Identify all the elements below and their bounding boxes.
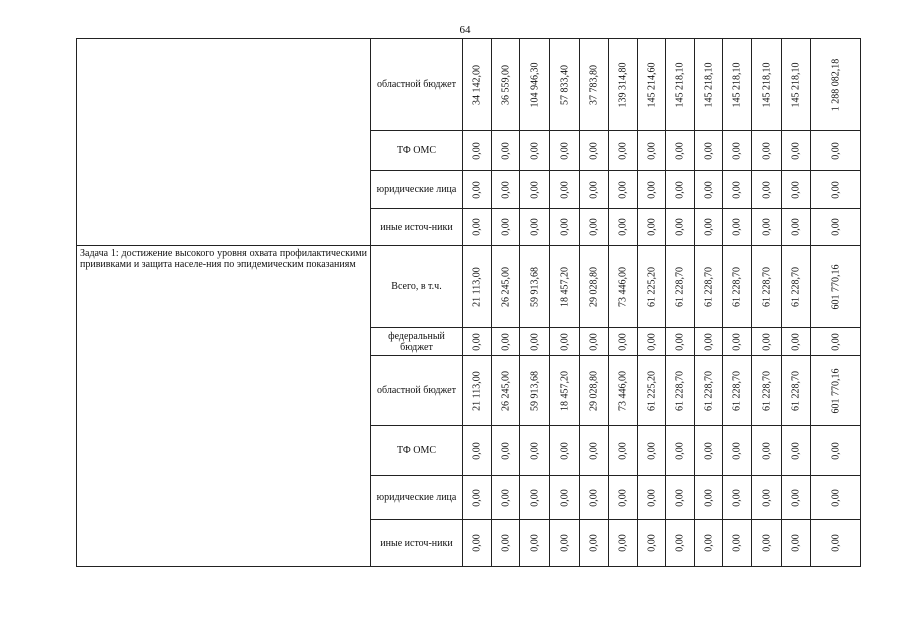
value-cell: [638, 39, 666, 131]
value-cell: [463, 209, 492, 246]
value-cell: [752, 426, 782, 476]
value-cell: [580, 246, 609, 328]
value-text: 0,00: [761, 218, 772, 236]
value-cell: [520, 209, 550, 246]
value-cell: [752, 39, 782, 131]
value-cell: [695, 328, 723, 356]
value-text: 0,00: [617, 534, 629, 552]
value-text: 1 288 082,18: [830, 58, 841, 111]
value-text: 0,00: [731, 332, 743, 351]
value-cell: [492, 209, 520, 246]
value-cell: [638, 520, 666, 567]
value-cell: [463, 426, 492, 476]
value-text: 0,00: [529, 218, 540, 236]
value-text: 0,00: [588, 488, 600, 507]
value-cell: [609, 131, 638, 171]
value-text: 0,00: [588, 180, 600, 199]
value-cell: [492, 328, 520, 356]
value-cell: [520, 131, 550, 171]
value-cell: [752, 328, 782, 356]
value-cell: [782, 209, 811, 246]
value-cell: [609, 246, 638, 328]
value-cell: [520, 426, 550, 476]
value-cell: [580, 520, 609, 567]
value-cell: [580, 476, 609, 520]
value-cell: [811, 426, 861, 476]
value-cell: [492, 426, 520, 476]
value-cell: [463, 246, 492, 328]
value-cell: [811, 356, 861, 426]
value-cell: [666, 426, 695, 476]
value-text: 18 457,20: [559, 266, 570, 307]
value-text: 0,00: [674, 141, 686, 160]
value-cell: [520, 328, 550, 356]
value-cell: [723, 131, 752, 171]
value-text: 0,00: [471, 218, 483, 236]
value-cell: [492, 131, 520, 171]
value-cell: [723, 520, 752, 567]
task-description: Задача 1: достижение высокого уровня охвата профилактическими прививками и защита населе-ния по эпидемическим показаниям: [77, 246, 371, 567]
value-cell: [492, 246, 520, 328]
value-cell: [609, 209, 638, 246]
value-cell: [666, 356, 695, 426]
value-text: 0,00: [703, 488, 714, 507]
value-text: 0,00: [559, 488, 570, 507]
value-text: 18 457,20: [559, 370, 570, 411]
value-cell: [580, 356, 609, 426]
value-cell: [752, 171, 782, 209]
value-text: 0,00: [830, 180, 841, 199]
value-text: 0,00: [731, 488, 743, 507]
value-text: 0,00: [529, 141, 540, 160]
value-text: 0,00: [559, 332, 570, 351]
value-text: 61 228,70: [761, 370, 772, 411]
value-cell: [638, 209, 666, 246]
value-cell: [550, 246, 580, 328]
value-cell: [638, 426, 666, 476]
value-cell: [550, 131, 580, 171]
task-description: [77, 39, 371, 246]
value-cell: [609, 171, 638, 209]
value-cell: [695, 209, 723, 246]
value-text: 0,00: [674, 534, 686, 552]
value-cell: [666, 171, 695, 209]
value-text: 0,00: [529, 441, 540, 460]
value-cell: [463, 476, 492, 520]
value-text: 73 446,00: [617, 370, 629, 411]
value-cell: [638, 131, 666, 171]
value-text: 0,00: [500, 488, 511, 507]
value-text: 0,00: [790, 488, 802, 507]
value-cell: [492, 356, 520, 426]
value-text: 34 142,00: [471, 64, 483, 105]
value-text: 0,00: [471, 534, 483, 552]
funding-source-label: ТФ ОМС: [371, 426, 463, 476]
value-cell: [811, 39, 861, 131]
value-text: 0,00: [790, 441, 802, 460]
value-text: 145 218,10: [703, 62, 714, 107]
value-text: 601 770,16: [830, 264, 841, 309]
value-cell: [811, 476, 861, 520]
funding-source-label: областной бюджет: [371, 39, 463, 131]
value-text: 61 228,70: [703, 370, 714, 411]
value-text: 0,00: [646, 332, 657, 351]
value-text: 0,00: [588, 332, 600, 351]
value-text: 0,00: [471, 180, 483, 199]
value-text: 26 245,00: [500, 370, 511, 411]
value-text: 0,00: [559, 441, 570, 460]
value-cell: [695, 520, 723, 567]
value-cell: [520, 39, 550, 131]
value-cell: [463, 171, 492, 209]
value-text: 61 228,70: [761, 266, 772, 307]
value-cell: [666, 246, 695, 328]
value-cell: [752, 246, 782, 328]
value-text: 26 245,00: [500, 266, 511, 307]
value-cell: [695, 476, 723, 520]
value-text: 0,00: [674, 488, 686, 507]
funding-source-label: Всего, в т.ч.: [371, 246, 463, 328]
value-cell: [580, 171, 609, 209]
value-text: 104 946,30: [529, 62, 540, 107]
page-number: 64: [459, 24, 471, 36]
value-text: 0,00: [471, 332, 483, 351]
value-cell: [752, 356, 782, 426]
funding-source-label: иные источ-ники: [371, 520, 463, 567]
value-cell: [723, 209, 752, 246]
value-text: 139 314,80: [617, 62, 629, 107]
value-text: 0,00: [731, 180, 743, 199]
value-cell: [580, 328, 609, 356]
value-text: 0,00: [830, 441, 841, 460]
value-cell: [638, 171, 666, 209]
value-cell: [752, 476, 782, 520]
value-cell: [609, 39, 638, 131]
value-cell: [666, 39, 695, 131]
value-text: 0,00: [559, 180, 570, 199]
value-cell: [811, 209, 861, 246]
value-text: 61 228,70: [674, 370, 686, 411]
value-text: 21 113,00: [471, 370, 483, 411]
value-cell: [638, 328, 666, 356]
value-cell: [463, 328, 492, 356]
value-cell: [666, 131, 695, 171]
value-cell: [580, 39, 609, 131]
value-cell: [695, 356, 723, 426]
value-cell: [580, 131, 609, 171]
value-text: 0,00: [588, 218, 600, 236]
value-cell: [782, 426, 811, 476]
value-text: 0,00: [559, 534, 570, 552]
value-text: 0,00: [790, 332, 802, 351]
value-cell: [609, 476, 638, 520]
value-cell: [520, 520, 550, 567]
value-text: 36 559,00: [500, 64, 511, 105]
value-text: 0,00: [588, 141, 600, 160]
value-cell: [666, 209, 695, 246]
value-cell: [782, 39, 811, 131]
value-cell: [463, 520, 492, 567]
value-text: 145 218,10: [790, 62, 802, 107]
value-text: 0,00: [761, 534, 772, 552]
value-text: 0,00: [617, 141, 629, 160]
value-text: 0,00: [646, 180, 657, 199]
value-cell: [609, 426, 638, 476]
value-text: 0,00: [529, 488, 540, 507]
funding-source-label: ТФ ОМС: [371, 131, 463, 171]
value-text: 0,00: [790, 180, 802, 199]
value-cell: [492, 39, 520, 131]
value-text: 61 228,70: [731, 370, 743, 411]
value-text: 0,00: [703, 180, 714, 199]
value-text: 0,00: [761, 332, 772, 351]
funding-source-label: юридические лица: [371, 476, 463, 520]
value-cell: [695, 39, 723, 131]
value-cell: [550, 476, 580, 520]
value-text: 0,00: [703, 534, 714, 552]
value-text: 0,00: [761, 488, 772, 507]
value-text: 0,00: [646, 441, 657, 460]
value-cell: [752, 131, 782, 171]
value-text: 0,00: [790, 534, 802, 552]
value-text: 57 833,40: [559, 64, 570, 105]
value-text: 61 228,70: [790, 266, 802, 307]
value-cell: [580, 209, 609, 246]
value-text: 0,00: [617, 332, 629, 351]
value-cell: [752, 520, 782, 567]
value-text: 0,00: [674, 180, 686, 199]
value-text: 145 218,10: [674, 62, 686, 107]
value-cell: [723, 171, 752, 209]
value-text: 0,00: [830, 218, 841, 236]
value-cell: [638, 246, 666, 328]
value-cell: [463, 131, 492, 171]
value-text: 0,00: [790, 218, 802, 236]
value-cell: [638, 356, 666, 426]
value-cell: [520, 246, 550, 328]
value-cell: [609, 328, 638, 356]
value-text: 29 028,80: [588, 266, 600, 307]
value-cell: [550, 171, 580, 209]
value-text: 0,00: [703, 332, 714, 351]
value-cell: [695, 171, 723, 209]
value-text: 61 228,70: [703, 266, 714, 307]
value-cell: [723, 426, 752, 476]
funding-source-label: федеральный бюджет: [371, 328, 463, 356]
value-text: 0,00: [471, 441, 483, 460]
value-text: 73 446,00: [617, 266, 629, 307]
value-cell: [550, 328, 580, 356]
value-cell: [666, 520, 695, 567]
value-cell: [492, 520, 520, 567]
value-text: 0,00: [731, 218, 743, 236]
value-text: 0,00: [731, 441, 743, 460]
value-cell: [811, 328, 861, 356]
value-cell: [550, 209, 580, 246]
value-cell: [811, 520, 861, 567]
value-text: 61 228,70: [731, 266, 743, 307]
funding-source-label: областной бюджет: [371, 356, 463, 426]
value-text: 29 028,80: [588, 370, 600, 411]
value-cell: [782, 356, 811, 426]
value-cell: [723, 356, 752, 426]
value-cell: [811, 246, 861, 328]
value-cell: [463, 356, 492, 426]
value-text: 145 214,60: [646, 62, 657, 107]
table-row: [77, 246, 861, 328]
value-text: 0,00: [703, 141, 714, 160]
value-cell: [520, 476, 550, 520]
value-cell: [492, 171, 520, 209]
value-text: 0,00: [500, 180, 511, 199]
value-cell: [695, 246, 723, 328]
value-cell: [811, 131, 861, 171]
value-cell: [811, 171, 861, 209]
value-text: 0,00: [731, 141, 743, 160]
value-text: 0,00: [646, 534, 657, 552]
value-text: 61 228,70: [674, 266, 686, 307]
value-text: 0,00: [761, 441, 772, 460]
value-cell: [782, 476, 811, 520]
value-text: 0,00: [674, 218, 686, 236]
value-text: 0,00: [617, 488, 629, 507]
value-text: 0,00: [500, 141, 511, 160]
value-text: 0,00: [500, 441, 511, 460]
value-text: 59 913,68: [529, 370, 540, 411]
value-text: 61 225,20: [646, 266, 657, 307]
value-text: 0,00: [790, 141, 802, 160]
value-cell: [695, 131, 723, 171]
value-text: 0,00: [529, 180, 540, 199]
value-cell: [638, 476, 666, 520]
value-cell: [782, 328, 811, 356]
value-cell: [782, 131, 811, 171]
value-text: 0,00: [500, 534, 511, 552]
value-cell: [550, 39, 580, 131]
value-text: 0,00: [500, 332, 511, 351]
value-cell: [666, 476, 695, 520]
value-cell: [723, 246, 752, 328]
value-text: 0,00: [471, 488, 483, 507]
value-text: 0,00: [588, 534, 600, 552]
value-cell: [580, 426, 609, 476]
value-text: 0,00: [703, 441, 714, 460]
funding-source-label: юридические лица: [371, 171, 463, 209]
value-text: 0,00: [617, 218, 629, 236]
funding-source-label: иные источ-ники: [371, 209, 463, 246]
value-cell: [463, 39, 492, 131]
value-text: 0,00: [529, 534, 540, 552]
value-cell: [723, 476, 752, 520]
value-text: 145 218,10: [761, 62, 772, 107]
value-cell: [609, 356, 638, 426]
budget-table: [76, 38, 861, 567]
value-cell: [782, 520, 811, 567]
value-text: 0,00: [703, 218, 714, 236]
value-cell: [723, 39, 752, 131]
value-cell: [520, 171, 550, 209]
value-cell: [723, 328, 752, 356]
value-text: 37 783,80: [588, 64, 600, 105]
value-cell: [520, 356, 550, 426]
value-cell: [695, 426, 723, 476]
value-text: 601 770,16: [830, 368, 841, 413]
value-text: 0,00: [830, 488, 841, 507]
value-text: 0,00: [731, 534, 743, 552]
value-text: 0,00: [617, 180, 629, 199]
value-cell: [609, 520, 638, 567]
value-text: 0,00: [529, 332, 540, 351]
value-cell: [550, 426, 580, 476]
value-text: 0,00: [559, 141, 570, 160]
value-text: 0,00: [761, 180, 772, 199]
value-cell: [666, 328, 695, 356]
value-text: 21 113,00: [471, 266, 483, 307]
value-text: 0,00: [617, 441, 629, 460]
value-cell: [782, 171, 811, 209]
table-row: [77, 39, 861, 131]
value-text: 0,00: [500, 218, 511, 236]
value-cell: [752, 209, 782, 246]
value-text: 0,00: [646, 218, 657, 236]
value-text: 61 228,70: [790, 370, 802, 411]
value-text: 59 913,68: [529, 266, 540, 307]
value-text: 0,00: [674, 441, 686, 460]
value-text: 0,00: [761, 141, 772, 160]
value-cell: [782, 246, 811, 328]
value-text: 0,00: [830, 332, 841, 351]
value-text: 0,00: [674, 332, 686, 351]
value-text: 0,00: [830, 534, 841, 552]
value-text: 0,00: [646, 141, 657, 160]
value-text: 0,00: [588, 441, 600, 460]
value-text: 0,00: [830, 141, 841, 160]
value-text: 145 218,10: [731, 62, 743, 107]
value-text: 61 225,20: [646, 370, 657, 411]
value-cell: [550, 520, 580, 567]
value-text: 0,00: [646, 488, 657, 507]
value-text: 0,00: [471, 141, 483, 160]
value-text: 0,00: [559, 218, 570, 236]
value-cell: [550, 356, 580, 426]
value-cell: [492, 476, 520, 520]
